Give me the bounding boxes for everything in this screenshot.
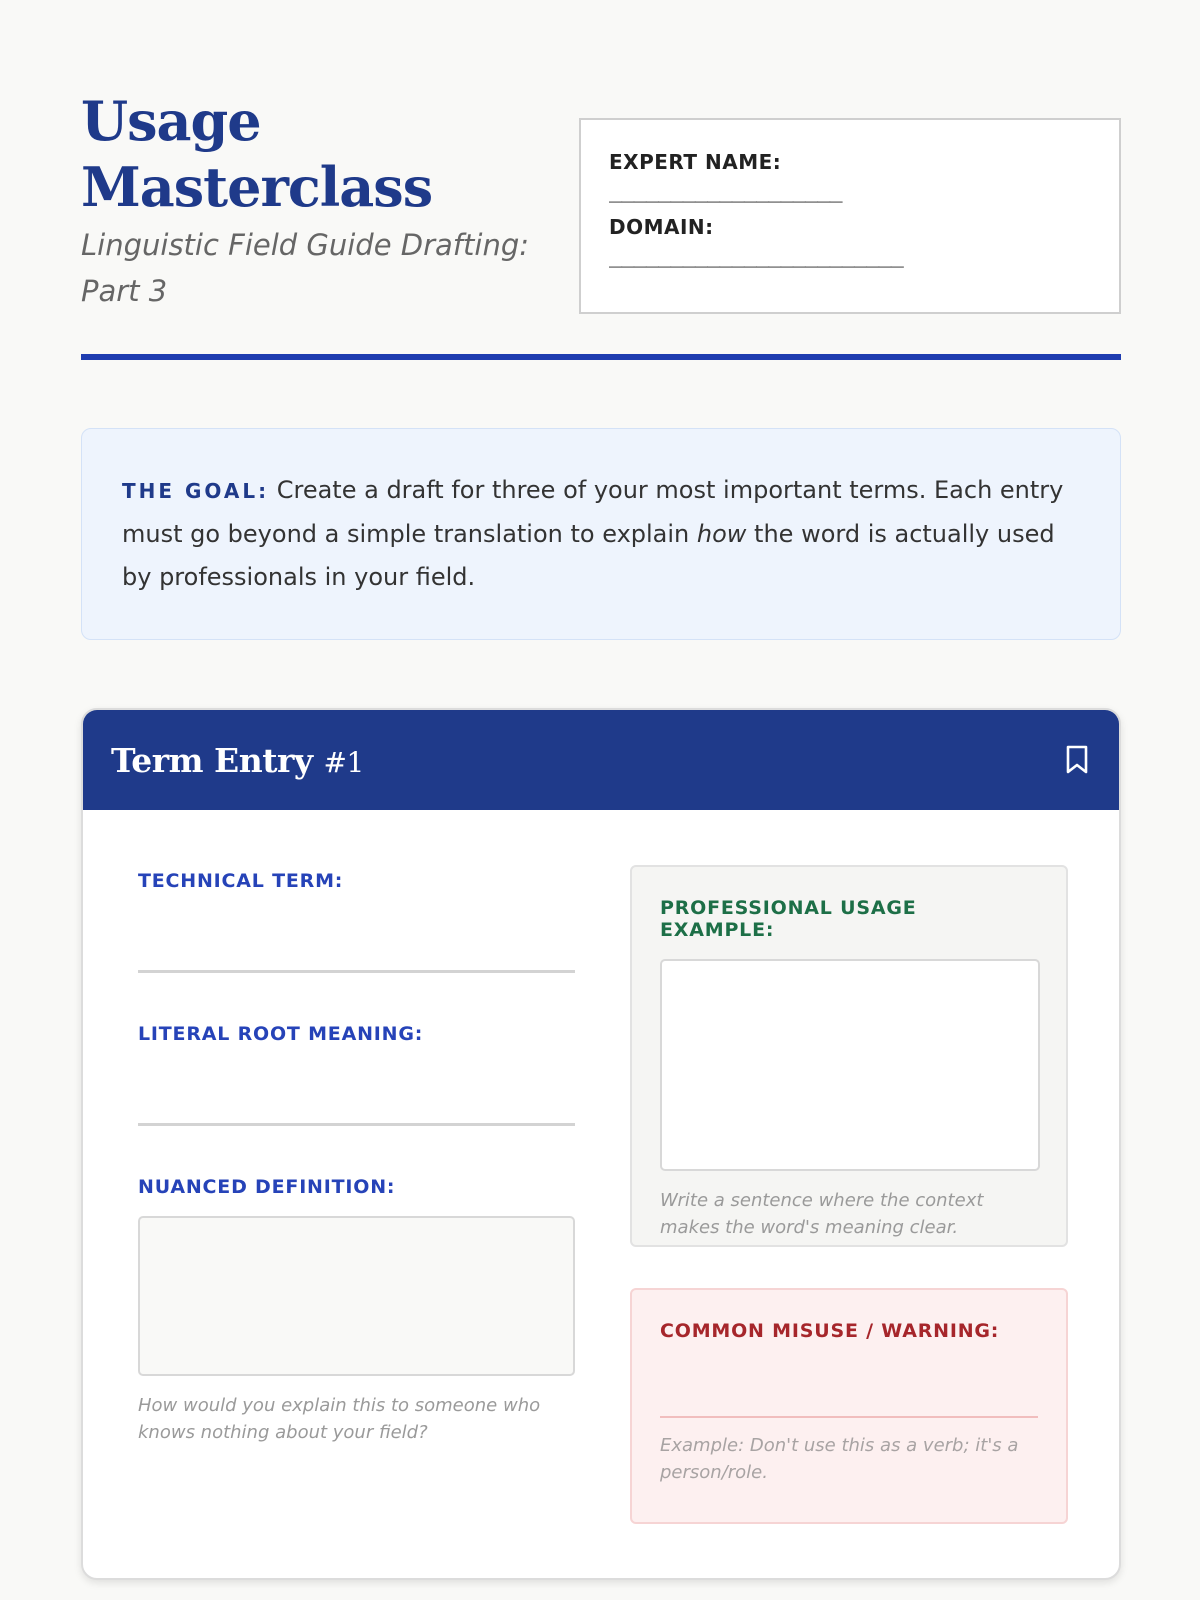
misuse-warning-input[interactable]	[660, 1416, 1038, 1418]
goal-emphasis: how	[696, 520, 747, 548]
nuanced-definition-label: NUANCED DEFINITION:	[138, 1176, 396, 1198]
goal-label: THE GOAL:	[122, 479, 270, 503]
misuse-warning-label: COMMON MISUSE / WARNING:	[660, 1320, 1000, 1342]
bookmark-icon[interactable]	[1063, 744, 1091, 776]
term-entry-title	[111, 741, 364, 780]
goal-text-end: the word is actually used by professionals in your field.	[122, 520, 1055, 591]
domain-label: DOMAIN:	[609, 215, 714, 239]
goal-text-start: Create a draft for three of your most important terms. Each entry must go beyond a simple translation to explain	[122, 476, 1064, 548]
nuanced-definition-hint: How would you explain this to someone who knows nothing about your field?	[138, 1395, 541, 1443]
usage-example-label: PROFESSIONAL USAGE EXAMPLE:	[660, 897, 917, 941]
term-fields-column	[138, 870, 575, 1446]
domain-field[interactable]: ________________________	[609, 243, 903, 268]
worksheet-header	[81, 88, 1121, 318]
misuse-warning-hint: Example: Don't use this as a verb; it's a person/role.	[660, 1435, 1019, 1483]
expert-name-field[interactable]: ___________________	[609, 178, 842, 203]
term-entry-number: #1	[323, 745, 364, 779]
expert-info-box	[579, 118, 1121, 314]
title-line-2: Masterclass	[81, 155, 433, 219]
nuanced-definition-input[interactable]	[138, 1216, 575, 1376]
header-divider	[81, 354, 1121, 360]
technical-term-label: TECHNICAL TERM:	[138, 870, 344, 892]
term-entry-header	[83, 710, 1119, 810]
technical-term-input[interactable]	[138, 970, 575, 973]
usage-example-hint: Write a sentence where the context makes the word's meaning clear.	[660, 1190, 984, 1238]
literal-root-input[interactable]	[138, 1123, 575, 1126]
goal-callout	[81, 428, 1121, 640]
term-entry-title-text: Term Entry	[111, 740, 313, 780]
title-line-1: Usage	[81, 89, 261, 153]
expert-name-label: EXPERT NAME:	[609, 150, 782, 174]
literal-root-label: LITERAL ROOT MEANING:	[138, 1023, 424, 1045]
usage-example-input[interactable]	[660, 959, 1040, 1171]
page-subtitle: Linguistic Field Guide Drafting: Part 3	[81, 228, 529, 308]
usage-example-panel	[630, 865, 1068, 1247]
term-entry-card	[81, 708, 1121, 1580]
misuse-warning-panel	[630, 1288, 1068, 1524]
